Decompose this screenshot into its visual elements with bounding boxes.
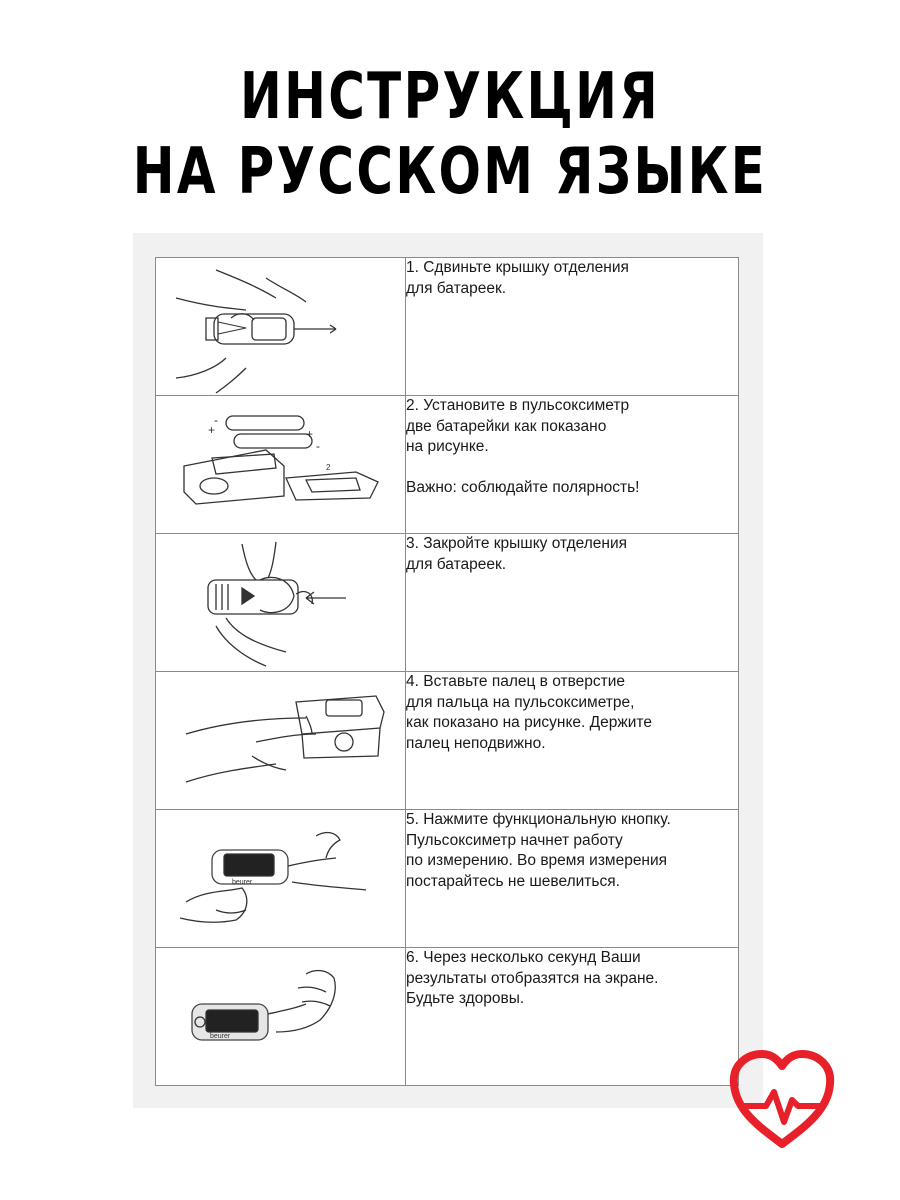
read-results-icon	[156, 948, 405, 1085]
step-2-text: 2. Установите в пульсоксиметр две батарейки как показано на рисунке. Важно: соблюдайте полярность!	[406, 396, 739, 534]
step-3-text: 3. Закройте крышку отделения для батареек.	[406, 534, 739, 672]
svg-text:+: +	[306, 427, 314, 441]
step-6-text: 6. Через несколько секунд Ваши результаты отобразятся на экране. Будьте здоровы.	[406, 948, 739, 1086]
step-6-illustration	[156, 948, 406, 1086]
steps-table	[155, 257, 739, 1086]
step-5-text: 5. Нажмите функциональную кнопку. Пульсоксиметр начнет работу по измерению. Во время измерения постарайтесь не шевелиться.	[406, 810, 739, 948]
step-row-2	[156, 396, 739, 534]
step-5-illustration	[156, 810, 406, 948]
step-4-illustration	[156, 672, 406, 810]
step-1-text: 1. Сдвиньте крышку отделения для батареек.	[406, 258, 739, 396]
svg-text:+: +	[208, 423, 216, 437]
heart-pulse-logo-icon	[728, 1048, 836, 1152]
press-function-button-icon	[156, 810, 405, 947]
title-line-2: НА РУССКОМ ЯЗЫКЕ	[132, 135, 768, 209]
device-brand-label-2: beurer	[210, 1033, 231, 1040]
device-brand-label: beurer	[232, 879, 253, 886]
step-2-illustration	[156, 396, 406, 534]
step-row-1	[156, 258, 739, 396]
batteries-insert-icon	[156, 396, 405, 533]
step-row-4	[156, 672, 739, 810]
step-row-5	[156, 810, 739, 948]
step-4-text: 4. Вставьте палец в отверстие для пальца на пульсоксиметре, как показано на рисунке. Держите палец неподвижно.	[406, 672, 739, 810]
step-3-illustration	[156, 534, 406, 672]
finger-in-oximeter-icon	[156, 672, 405, 809]
title-line-1: ИНСТРУКЦИЯ	[239, 60, 661, 134]
hand-sliding-cover-icon	[156, 258, 405, 395]
svg-text:-: -	[214, 413, 218, 427]
step-row-3	[156, 534, 739, 672]
hand-closing-cover-icon	[156, 534, 405, 671]
step-1-illustration	[156, 258, 406, 396]
step-row-6	[156, 948, 739, 1086]
svg-text:2: 2	[326, 463, 331, 472]
svg-text:-: -	[316, 439, 320, 453]
